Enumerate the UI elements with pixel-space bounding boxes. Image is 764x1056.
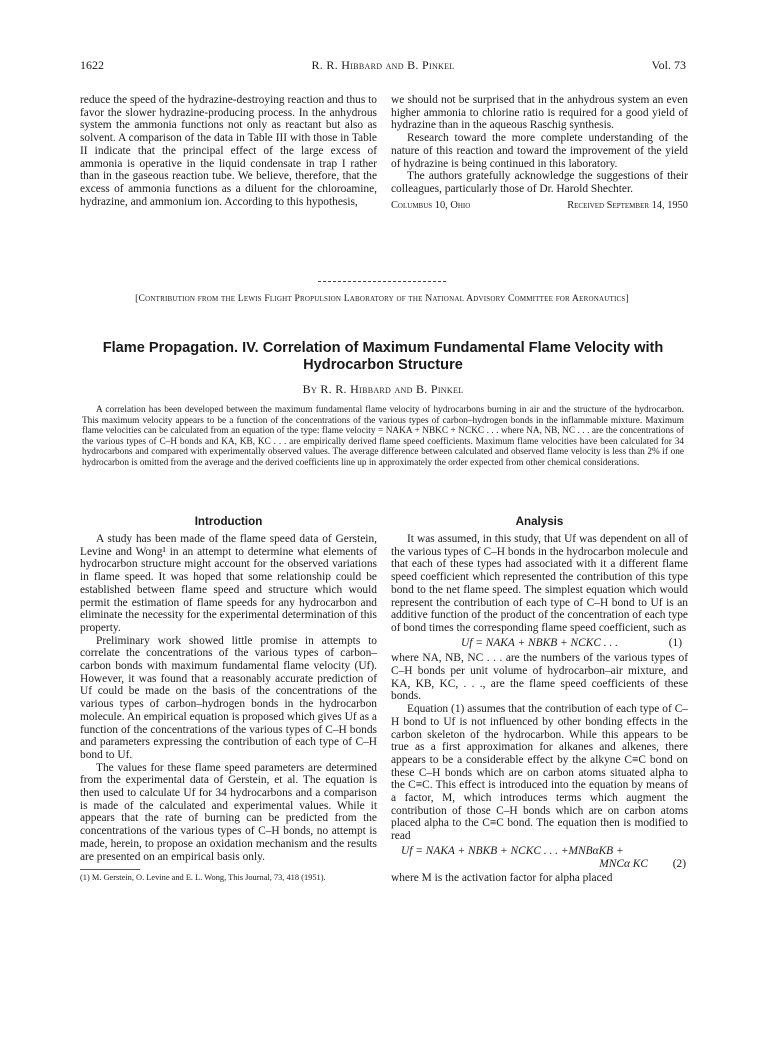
analysis-paragraph: It was assumed, in this study, that Uf was dependent on all of the various types of C–H bonds in the hydrocarbon molecule and that each of these types had associated with it a different flame speed coefficient which represented the contribution of this type bond to the net flame speed. The simplest equation which would represent the contribution of each type of C–H bond to Uf is an additive function of the product of the concentration of each type of bond times the corresponding flame speed coefficient, such as bbox=[391, 533, 688, 634]
introduction-paragraph: The values for these flame speed parameters are determined from the experimental data of Gerstein, et al. The equation is then used to calculate Uf for 34 hydrocarbons and a comparison is made of the calculated and experimental values. While it appears that the rate of burning can be predicted from the concentrations of the various types of C–H bonds, no attempt is made, herein, to propose an oxidation mechanism and the results are presented on an empirical basis only. bbox=[80, 761, 377, 863]
abstract: A correlation has been developed between the maximum fundamental flame velocity of hydrocarbons burning in air and the structure of the hydrocarbon. This maximum velocity appears to be a function of the concentrations of the various types of carbon–hydrogen bonds in the inflammable mixture. Maximum flame velocities can be calculated from an equation of the type: flame velocity = NAKA + NBKC + NCKC . . . where NA, NB, NC . . . are the concentrations of the various types of C–H bonds and KA, KB, KC . . . are empirically derived flame speed coefficients. Maximum flame velocities have been calculated for 34 hydrocarbons and compared with experimentally observed values. The average difference between calculated and observed flame velocity is less than 2% if one hydrocarbon is omitted from the average and the derived coefficients line up in approximately the order expected from other chemical considerations. bbox=[82, 405, 684, 468]
received-date: Received September 14, 1950 bbox=[567, 199, 688, 211]
previous-article-paragraph: reduce the speed of the hydrazine-destroying reaction and thus to favor the slower hydrazine-producing process. In the anhydrous system the ammonia functions not only as reactant but also as solvent. A comparison of the data in Table III with those in Table II indicate that the principal effect of the large excess of ammonia is operative in the liquid condensate in trap I rather than in the gaseous reaction tube. We believe, therefore, that the excess of ammonia functions as a diluent for the chloroamine, hydrazine, and ammonium ion. According to this hypothesis, bbox=[80, 94, 377, 208]
article-title bbox=[80, 340, 686, 374]
previous-article-paragraph: we should not be surprised that in the anhydrous system an even higher ammonia to chlorine ratio is required for a good yield of hydrazine than in the aqueous Raschig synthesis. bbox=[391, 94, 688, 132]
previous-article-left-column bbox=[80, 94, 377, 208]
running-header bbox=[80, 58, 686, 74]
running-authors: R. R. Hibbard and B. Pinkel bbox=[311, 58, 455, 72]
equation-number: (2) bbox=[672, 857, 686, 870]
analysis-paragraph: where NA, NB, NC . . . are the numbers of the various types of C–H bonds per unit volume of hydrocarbon–air mixture, and KA, KB, KC, . . ., are the flame speed coefficients of these bonds. bbox=[391, 652, 688, 703]
analysis-heading: Analysis bbox=[515, 515, 564, 528]
analysis-paragraph: Equation (1) assumes that the contribution of each type of C–H bond to Uf is not influenced by other bonding effects in the carbon skeleton of the hydrocarbon. While this appears to be true as a first approximation for alkanes and alkenes, there appears to be a considerable effect by the alkyne C≡C bond on these C–H bonds which are on carbon atoms situated alpha to the C≡C. This effect is introduced into the equation by means of a factor, M, which introduces terms which augment the contribution of those C–H bonds which are on carbon atoms placed alpha to the C≡C bond. The equation then is modified to read bbox=[391, 703, 688, 843]
footnote-rule bbox=[80, 869, 140, 870]
introduction-paragraph: A study has been made of the flame speed data of Gerstein, Levine and Wong¹ in an attempt to determine what elements of hydrocarbon structure might account for the observed variations in flame speed. It was hoped that some relationship could be established between flame speed and structure which would permit the estimation of flame speeds for any hydrocarbon and eliminate the necessity for the experimental determination of this property. bbox=[80, 533, 377, 634]
equation-2-line-1: Uf = NAKA + NBKB + NCKC . . . +MNBαKB + bbox=[401, 844, 624, 857]
previous-article-paragraph: Research toward the more complete understanding of the nature of this reaction and toward the improvement of the yield of hydrazine is being continued in this laboratory. bbox=[391, 132, 688, 170]
introduction-column bbox=[80, 533, 377, 883]
volume-number: Vol. 73 bbox=[651, 58, 686, 72]
introduction-paragraph: Preliminary work showed little promise in attempts to correlate the concentrations of the various types of carbon–carbon bonds with maximum fundamental flame velocity (Uf). However, it was found that a reasonably accurate prediction of Uf could be made on the basis of the concentrations of the various types of carbon–hydrogen bonds in the hydrocarbon molecule. An empirical equation is proposed which gives Uf as a function of the concentrations of the various types of C–H bonds and parameters expressing the contribution of each type of C–H bond to Uf. bbox=[80, 634, 377, 761]
byline: By R. R. Hibbard and B. Pinkel bbox=[302, 382, 464, 396]
title-line: Flame Propagation. IV. Correlation of Maximum Fundamental Flame Velocity with bbox=[102, 340, 664, 356]
equation-2-line-2 bbox=[391, 858, 688, 871]
author-location: Columbus 10, Ohio bbox=[391, 199, 471, 211]
title-line: Hydrocarbon Structure bbox=[303, 357, 463, 373]
introduction-heading: Introduction bbox=[194, 515, 263, 528]
acknowledgment: The authors gratefully acknowledge the suggestions of their colleagues, particularly those of Dr. Harold Shechter. bbox=[391, 170, 688, 195]
article-separator bbox=[318, 281, 446, 282]
equation-text: MNCα KC bbox=[599, 857, 648, 870]
footnote: (1) M. Gerstein, O. Levine and E. L. Wong, This Journal, 73, 418 (1951). bbox=[80, 873, 326, 883]
analysis-paragraph: where M is the activation factor for alpha placed bbox=[391, 872, 613, 885]
contribution-note: [Contribution from the Lewis Flight Propulsion Laboratory of the National Advisory Committee for Aeronautics] bbox=[135, 293, 629, 304]
previous-article-right-column bbox=[391, 94, 688, 212]
page-number: 1622 bbox=[80, 58, 104, 72]
equation-1 bbox=[391, 637, 688, 650]
equation-number: (1) bbox=[668, 636, 682, 649]
article-signoff bbox=[391, 200, 688, 213]
analysis-column bbox=[391, 533, 688, 885]
equation-text: Uf = NAKA + NBKB + NCKC . . . bbox=[460, 636, 619, 649]
